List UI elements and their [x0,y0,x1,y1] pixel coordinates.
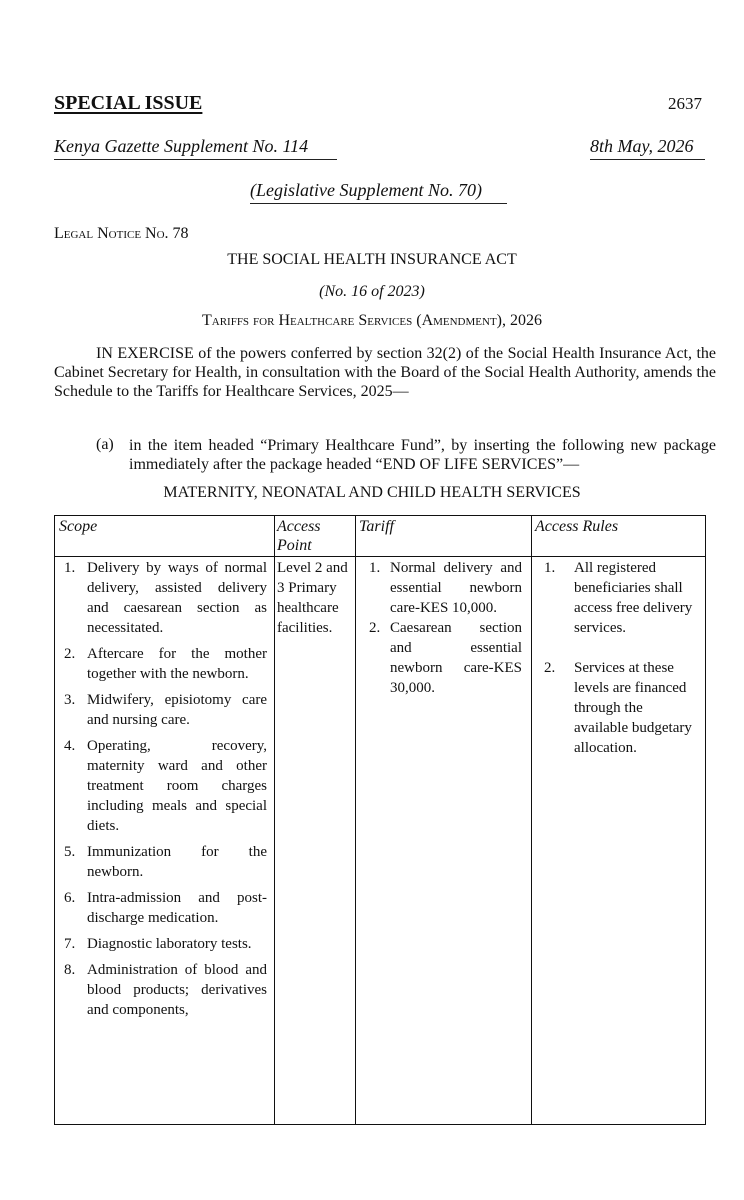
access-rule-number: 2. [544,660,556,676]
tariff-item-text: Caesarean section and essential newborn care-KES 30,000. [390,620,522,696]
tariff-item [364,618,522,698]
page-number: 2637 [668,94,702,113]
column-divider [274,516,275,1124]
regulation-title: Tariffs for Healthcare Services (Amendment), 2026 [201,312,542,329]
access-rule-item [536,658,696,758]
access-rule-item [536,558,696,638]
date-underline [590,159,705,160]
amendment-item-label: (a) [96,436,114,453]
enacting-paragraph: IN EXERCISE of the powers conferred by section 32(2) of the Social Health Insurance Act, the Cabinet Secretary for Health, in consultation with the Board of the Social Health Authority, amends the Schedule to the Tariffs for Healthcare Services, 2025— [54,345,716,400]
scope-item-number: 2. [64,646,76,662]
scope-item [61,690,267,730]
scope-item-text: Intra-admission and post-discharge medication. [87,890,267,926]
scope-item-number: 1. [64,560,76,576]
act-title: THE SOCIAL HEALTH INSURANCE ACT [227,251,517,268]
scope-item-number: 4. [64,738,76,754]
access-rules-column [536,558,696,778]
amendment-item-text: in the item headed “Primary Healthcare Fund”, by inserting the following new package immediately after the package headed “END OF LIFE SERVICES”— [129,437,716,473]
header-access-rules: Access Rules [535,518,619,535]
scope-column [61,558,267,1026]
access-rule-number: 1. [544,560,556,576]
header-divider [55,556,705,557]
scope-item-text: Aftercare for the mother together with the newborn. [87,646,267,682]
scope-item [61,960,267,1020]
scope-item [61,934,267,954]
access-rule-text: Services at these levels are financed through the available budgetary allocation. [574,660,692,756]
tariff-item [364,558,522,618]
package-heading: MATERNITY, NEONATAL AND CHILD HEALTH SERVICES [163,484,581,501]
scope-item-text: Diagnostic laboratory tests. [87,936,252,952]
access-point-cell: Level 2 and 3 Primary healthcare facilities. [277,560,348,636]
scope-item [61,558,267,638]
scope-item-text: Operating, recovery, maternity ward and other treatment room charges including meals and special diets. [87,738,267,834]
legislative-supplement: (Legislative Supplement No. 70) [250,180,482,200]
scope-item-number: 3. [64,692,76,708]
scope-item [61,736,267,836]
scope-item-text: Administration of blood and blood products; derivatives and components, [87,962,267,1018]
header-tariff: Tariff [359,518,394,535]
scope-item-text: Immunization for the newborn. [87,844,267,880]
tariff-item-number: 2. [369,620,381,636]
package-table [54,515,706,1125]
act-number: (No. 16 of 2023) [319,283,425,300]
tariff-item-number: 1. [369,560,381,576]
access-rule-text: All registered beneficiaries shall access free delivery services. [574,560,693,636]
scope-item [61,888,267,928]
legal-notice-number: Legal Notice No. 78 [54,225,189,242]
tariff-item-text: Normal delivery and essential newborn care-KES 10,000. [390,560,522,616]
supplement-underline [54,159,337,160]
tariff-column [364,558,522,698]
scope-item-number: 6. [64,890,76,906]
special-issue-label: SPECIAL ISSUE [54,92,203,114]
header-scope: Scope [59,518,98,535]
scope-item-number: 8. [64,962,76,978]
scope-item-number: 7. [64,936,76,952]
legislative-underline [250,203,507,204]
scope-item [61,644,267,684]
scope-item-text: Midwifery, episiotomy care and nursing care. [87,692,267,728]
scope-item [61,842,267,882]
scope-item-text: Delivery by ways of normal delivery, assisted delivery and caesarean section as necessitated. [87,560,267,636]
header-access-point: Access Point [277,518,321,554]
gazette-supplement: Kenya Gazette Supplement No. 114 [54,136,309,156]
column-divider [531,516,532,1124]
scope-item-number: 5. [64,844,76,860]
publication-date: 8th May, 2026 [590,136,694,156]
